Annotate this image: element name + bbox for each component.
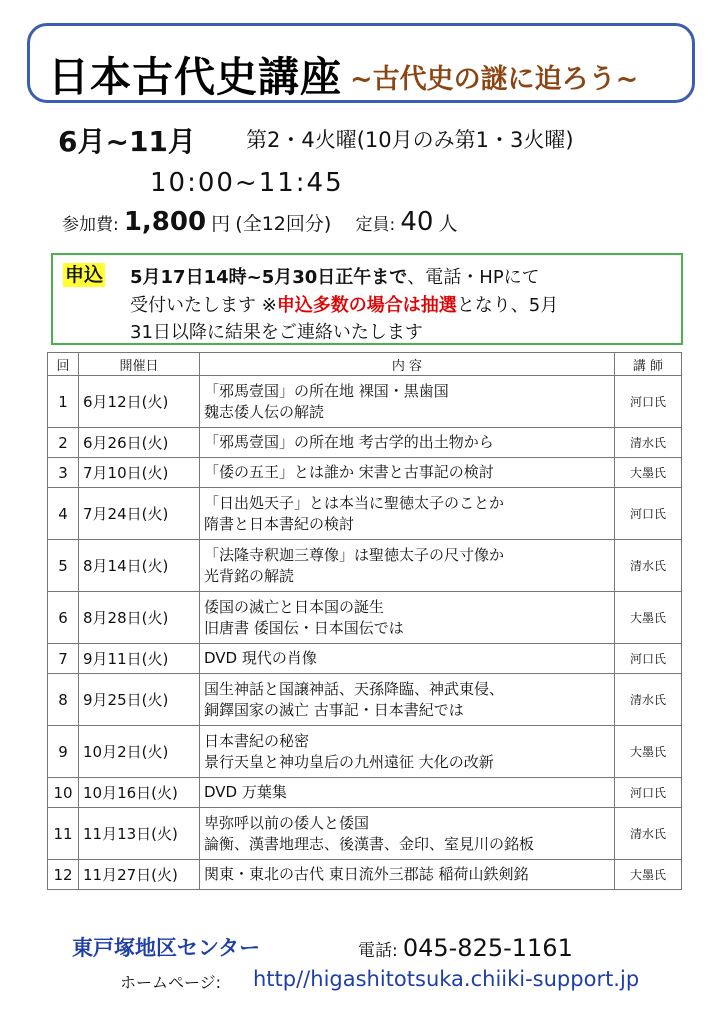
table-header-row — [48, 353, 682, 376]
phone-info — [358, 934, 573, 962]
session-date: 11月13日(火) — [79, 808, 200, 860]
session-date: 8月28日(火) — [79, 592, 200, 644]
table-row — [48, 540, 682, 592]
capacity-value: 40 — [400, 207, 434, 237]
session-number: 4 — [48, 488, 79, 540]
application-line-2 — [130, 291, 558, 317]
session-content-line: 魏志倭人伝の解読 — [204, 402, 325, 421]
fee-info — [62, 207, 458, 237]
session-content — [200, 778, 615, 808]
table-row — [48, 458, 682, 488]
session-content-line: 論衡、漢書地理志、後漢書、金印、室見川の銘板 — [204, 834, 535, 853]
session-content-line: 光背銘の解読 — [204, 566, 295, 585]
capacity-unit: 人 — [438, 213, 458, 235]
header-content: 内 容 — [200, 353, 615, 376]
session-lecturer: 大墨氏 — [615, 726, 682, 778]
table-row — [48, 376, 682, 428]
session-date: 10月2日(火) — [79, 726, 200, 778]
session-content — [200, 644, 615, 674]
session-number: 12 — [48, 860, 79, 890]
schedule-months: 6月~11月 — [58, 125, 196, 158]
table-row — [48, 726, 682, 778]
session-content-line: 「倭の五王」とは誰か 宋書と古事記の検討 — [204, 463, 494, 481]
session-content-line: 銅鐸国家の滅亡 古事記・日本書紀では — [204, 700, 464, 719]
session-content-line: 隋書と日本書紀の検討 — [204, 514, 355, 533]
table-row — [48, 674, 682, 726]
session-number: 2 — [48, 428, 79, 458]
session-number: 1 — [48, 376, 79, 428]
application-lottery-note: 申込多数の場合は抽選 — [276, 295, 457, 316]
session-content-line: 「邪馬壹国」の所在地 考古学的出土物から — [204, 433, 494, 451]
session-content-line: 景行天皇と神功皇后の九州遠征 大化の改新 — [204, 752, 494, 771]
table-row — [48, 778, 682, 808]
header-number: 回 — [48, 353, 79, 376]
session-content — [200, 488, 615, 540]
phone-label: 電話: — [358, 941, 398, 961]
phone-number: 045-825-1161 — [402, 934, 573, 962]
lecture-schedule-table — [47, 352, 682, 890]
table-row — [48, 860, 682, 890]
center-name: 東戸塚地区センター — [72, 936, 261, 960]
page-title: 日本古代史講座 — [48, 53, 342, 101]
session-date: 8月14日(火) — [79, 540, 200, 592]
fee-count: (全12回分) — [235, 213, 332, 235]
session-date: 7月10日(火) — [79, 458, 200, 488]
header-lecturer: 講 師 — [615, 353, 682, 376]
schedule-days: 第2・4火曜(10月のみ第1・3火曜) — [246, 128, 574, 152]
session-lecturer: 河口氏 — [615, 644, 682, 674]
homepage-link[interactable]: http//higashitotsuka.chiiki-support.jp — [253, 967, 640, 991]
session-number: 6 — [48, 592, 79, 644]
session-number: 9 — [48, 726, 79, 778]
application-method: 、電話・HPにて — [407, 267, 540, 288]
session-lecturer: 大墨氏 — [615, 592, 682, 644]
session-number: 3 — [48, 458, 79, 488]
application-line-1 — [130, 263, 540, 289]
session-content — [200, 428, 615, 458]
session-content-line: 関東・東北の古代 東日流外三郡誌 稲荷山鉄剣銘 — [204, 865, 529, 883]
header-date: 開催日 — [79, 353, 200, 376]
table-row — [48, 428, 682, 458]
session-content — [200, 726, 615, 778]
session-lecturer: 河口氏 — [615, 488, 682, 540]
application-line-2-end: となり、5月 — [456, 295, 559, 316]
homepage-label: ホームページ: — [120, 973, 222, 992]
session-content — [200, 860, 615, 890]
session-content-line: 卑弥呼以前の倭人と倭国 — [204, 813, 370, 832]
session-content — [200, 376, 615, 428]
session-date: 10月16日(火) — [79, 778, 200, 808]
session-content-line: 「邪馬壹国」の所在地 裸国・黒歯国 — [204, 381, 449, 400]
session-content-line: 「法隆寺釈迦三尊像」は聖徳太子の尺寸像か — [204, 545, 505, 564]
table-row — [48, 808, 682, 860]
session-content-line: 旧唐書 倭国伝・日本国伝では — [204, 618, 404, 637]
session-content — [200, 592, 615, 644]
session-lecturer: 清水氏 — [615, 808, 682, 860]
session-content-line: 倭国の滅亡と日本国の誕生 — [204, 597, 385, 616]
table-body — [48, 376, 682, 890]
session-lecturer: 大墨氏 — [615, 860, 682, 890]
session-date: 9月25日(火) — [79, 674, 200, 726]
session-date: 7月24日(火) — [79, 488, 200, 540]
session-lecturer: 河口氏 — [615, 376, 682, 428]
session-content-line: DVD 現代の肖像 — [204, 649, 317, 667]
session-lecturer: 清水氏 — [615, 540, 682, 592]
schedule-time: 10:00~11:45 — [150, 168, 344, 198]
session-lecturer: 清水氏 — [615, 674, 682, 726]
session-content-line: DVD 万葉集 — [204, 783, 287, 801]
session-content — [200, 458, 615, 488]
page-subtitle: ~古代史の謎に迫ろう~ — [350, 64, 639, 95]
application-line-3: 31日以降に結果をご連絡いたします — [130, 322, 423, 343]
table-row — [48, 644, 682, 674]
session-content-line: 「日出処天子」とは本当に聖徳太子のことか — [204, 493, 505, 512]
application-badge: 申込 — [65, 264, 104, 286]
session-content — [200, 808, 615, 860]
session-lecturer: 清水氏 — [615, 428, 682, 458]
session-date: 6月26日(火) — [79, 428, 200, 458]
session-date: 9月11日(火) — [79, 644, 200, 674]
table-row — [48, 592, 682, 644]
table-row — [48, 488, 682, 540]
session-content — [200, 540, 615, 592]
fee-amount: 1,800 — [123, 207, 207, 237]
session-date: 6月12日(火) — [79, 376, 200, 428]
session-date: 11月27日(火) — [79, 860, 200, 890]
fee-label: 参加費: — [62, 215, 119, 235]
session-lecturer: 河口氏 — [615, 778, 682, 808]
capacity-label: 定員: — [355, 215, 396, 235]
application-accept: 受付いたします ※ — [130, 295, 277, 316]
session-number: 11 — [48, 808, 79, 860]
session-number: 8 — [48, 674, 79, 726]
session-number: 7 — [48, 644, 79, 674]
session-number: 5 — [48, 540, 79, 592]
session-lecturer: 大墨氏 — [615, 458, 682, 488]
session-number: 10 — [48, 778, 79, 808]
application-period: 5月17日14時~5月30日正午まで — [130, 267, 408, 288]
session-content — [200, 674, 615, 726]
session-content-line: 日本書紀の秘密 — [204, 731, 310, 750]
session-content-line: 国生神話と国譲神話、天孫降臨、神武東侵、 — [204, 679, 505, 698]
fee-unit: 円 — [211, 213, 231, 235]
